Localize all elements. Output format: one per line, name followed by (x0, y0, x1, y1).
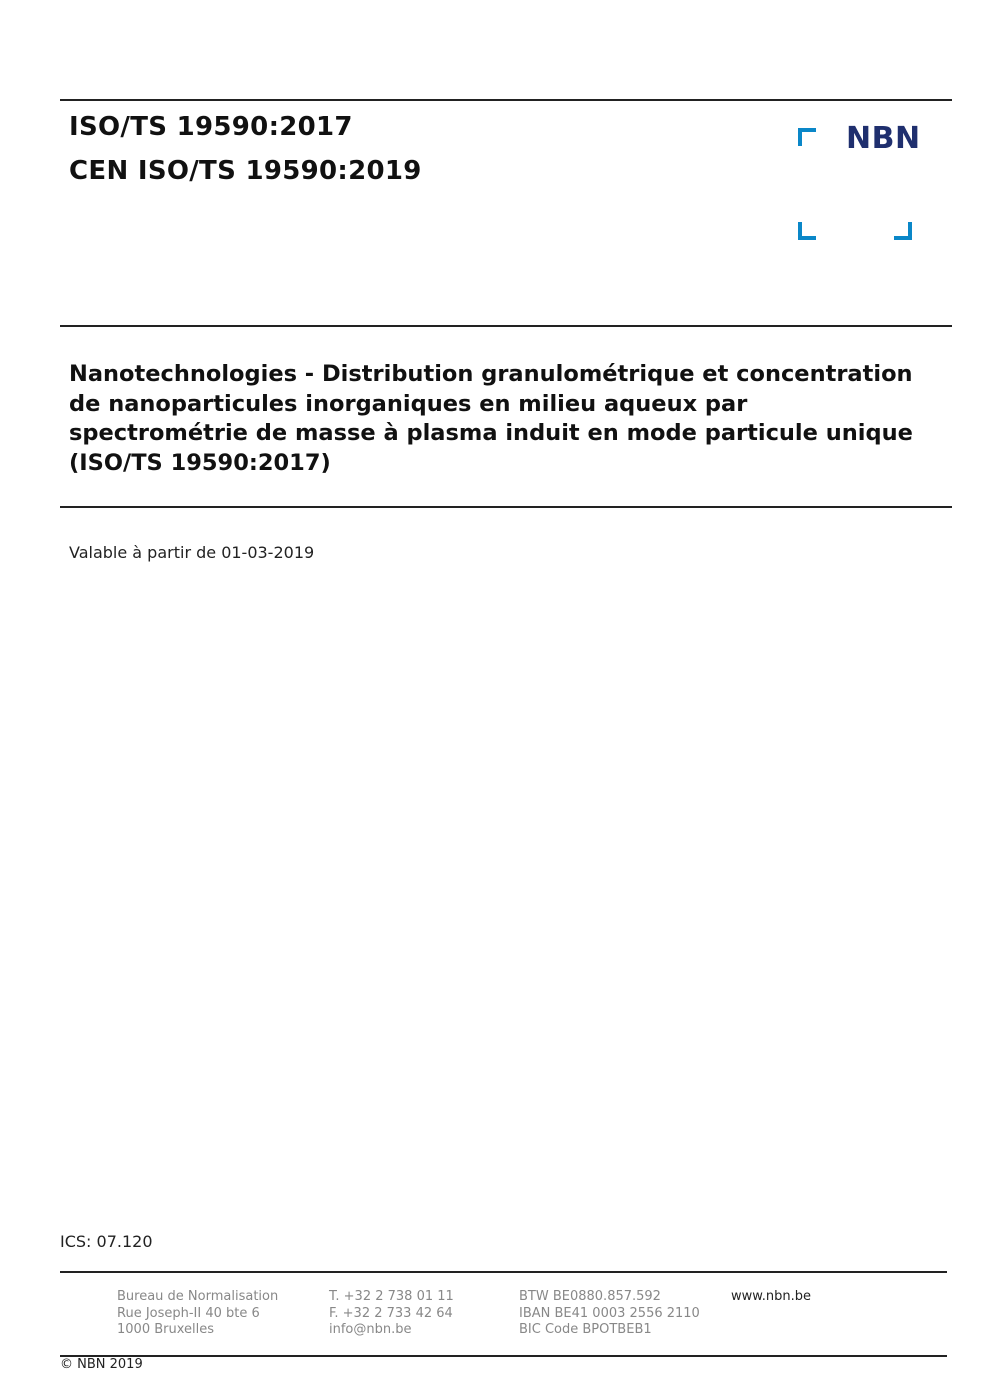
title-line: (ISO/TS 19590:2017) (69, 449, 331, 476)
document-title (69, 360, 954, 478)
footer-fax: F. +32 2 733 42 64 (329, 1305, 453, 1321)
footer-address (117, 1289, 278, 1339)
footer-website-link[interactable]: www.nbn.be (731, 1289, 811, 1304)
cen-standard-id: CEN ISO/TS 19590:2019 (69, 156, 422, 186)
footer-address-line: 1000 Bruxelles (117, 1322, 215, 1337)
footer-phone: T. +32 2 738 01 11 (329, 1289, 454, 1304)
nbn-logo (796, 121, 921, 248)
logo-corner-top-left-icon (798, 128, 816, 146)
footer-vat: BTW BE0880.857.592 (519, 1289, 661, 1304)
title-line: de nanoparticules inorganiques en milieu aqueux par (69, 390, 748, 417)
title-line: Nanotechnologies - Distribution granulométrique et concentration (69, 361, 913, 387)
logo-corner-bottom-left-icon (798, 222, 816, 240)
footer-contact (329, 1289, 454, 1339)
footer-bank (519, 1289, 700, 1339)
header-bottom-rule (60, 325, 952, 327)
footer-bottom-rule (60, 1355, 947, 1357)
logo-corner-bottom-right-icon (894, 222, 912, 240)
footer-bic: BIC Code BPOTBEB1 (519, 1322, 652, 1337)
footer-top-rule (60, 1271, 947, 1273)
copyright: © NBN 2019 (60, 1357, 143, 1372)
title-bottom-rule (60, 506, 952, 508)
top-rule (60, 99, 952, 101)
iso-standard-id: ISO/TS 19590:2017 (69, 112, 353, 142)
validity-date: Valable à partir de 01-03-2019 (69, 543, 315, 562)
footer-address-line: Bureau de Normalisation (117, 1289, 279, 1304)
title-line: spectrométrie de masse à plasma induit en mode particule unique (69, 420, 913, 446)
ics-code: ICS: 07.120 (60, 1232, 153, 1251)
footer-email[interactable]: info@nbn.be (329, 1322, 412, 1337)
footer-web (731, 1289, 811, 1306)
footer-iban: IBAN BE41 0003 2556 2110 (519, 1305, 700, 1321)
logo-text: NBN (846, 121, 921, 156)
footer-address-line: Rue Joseph-II 40 bte 6 (117, 1305, 260, 1321)
